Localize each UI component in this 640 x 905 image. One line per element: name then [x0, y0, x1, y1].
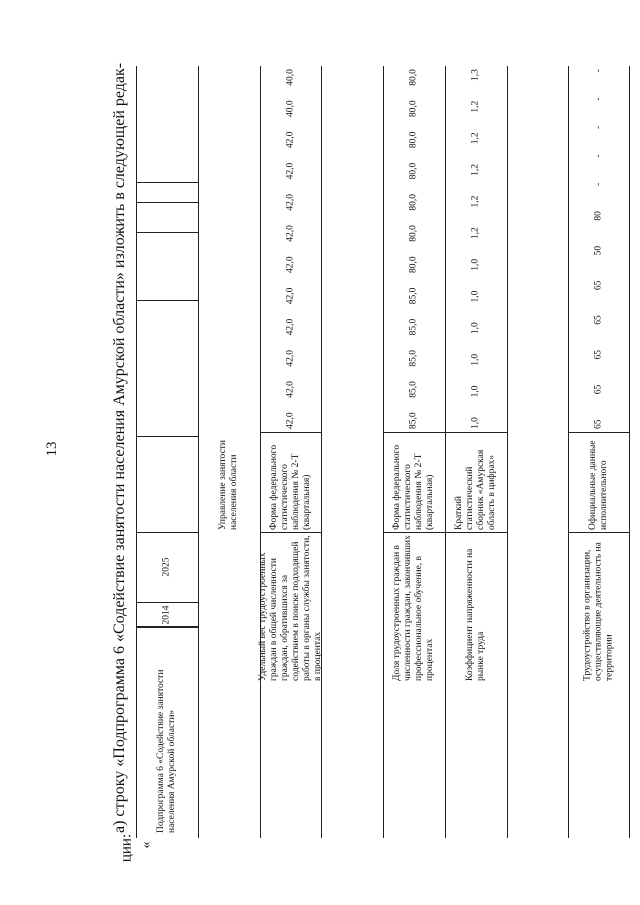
value: 42,0 [285, 412, 296, 429]
value: 80,0 [408, 69, 419, 86]
value: 1,2 [470, 164, 481, 176]
value: 42,0 [285, 287, 296, 305]
quote-mark-wrap [140, 838, 154, 852]
value: 65 [593, 315, 604, 325]
page-number: 13 [44, 441, 60, 457]
cell-empty [137, 66, 198, 183]
value: - [593, 97, 604, 101]
value: 42,0 [285, 318, 296, 336]
value: 42,0 [285, 131, 296, 149]
indicator-3-name [446, 532, 507, 683]
indicator-2-source [384, 432, 445, 533]
value: 1,2 [470, 100, 481, 113]
indicator-4-source [569, 432, 629, 533]
indicator-2-source-text: Форма федерального статистического наблюдения № 2-Т (квартальная) [392, 444, 436, 530]
indicator-4-values-line [594, 69, 605, 429]
value: 1,0 [470, 417, 481, 429]
value: 1,0 [470, 322, 481, 335]
value: 65 [593, 384, 604, 395]
value: 1,2 [470, 195, 481, 208]
value: 1,0 [470, 385, 481, 398]
value: 80,0 [408, 225, 419, 242]
cell-empty [137, 300, 198, 437]
value: 42,0 [285, 162, 296, 180]
value: 1,0 [470, 290, 481, 303]
table-row-indicator-2 [383, 66, 445, 838]
indicator-3-source [446, 432, 507, 533]
value: - [593, 182, 604, 186]
indicator-1-name-text: Удельный вес трудоустроенных граждан в общей численности граждан, обратившихся за содействием в поиске подходящей работы в органы службы занятости, в процентах [257, 535, 323, 681]
value: 42,0 [285, 256, 296, 273]
indicator-1-name [257, 532, 323, 683]
cell-program-name [137, 626, 198, 839]
indicator-1-values [261, 66, 322, 432]
indicator-2-name [384, 532, 445, 683]
indicator-1-values-line [285, 69, 296, 429]
year-end-label: 2025 [161, 557, 172, 577]
table-row-indicator-4 [568, 66, 630, 838]
table-column-spacer [321, 66, 383, 838]
value: 40,0 [285, 69, 296, 86]
table-row-indicator-3 [445, 66, 507, 838]
heading-wrapper [111, 0, 129, 905]
value: 1,2 [470, 227, 481, 240]
value: 42,0 [285, 193, 296, 211]
value: 1,3 [470, 69, 481, 81]
value: 1,2 [470, 132, 481, 145]
cell-empty [137, 436, 198, 533]
value: 1,0 [470, 353, 481, 366]
cell-year-start [137, 602, 198, 628]
indicator-2-values [384, 66, 445, 432]
program-table [136, 66, 630, 838]
value: 80,0 [408, 193, 419, 211]
cell-empty [137, 202, 198, 233]
indicator-4-name-text: Трудоустройство в организации, осуществляющие деятельность на территории [582, 542, 615, 681]
indicator-3-values-line [471, 69, 482, 429]
indicator-3-values [446, 66, 507, 432]
value: 85,0 [408, 381, 419, 398]
value: 65 [593, 280, 604, 291]
indicator-2-name-text: Доля трудоустроенных граждан в численности граждан, закончивших профессиональное обучение, в процентах [392, 535, 436, 681]
value: 85,0 [408, 412, 419, 429]
value: 85,0 [408, 349, 419, 367]
executor-name: Управление занятости населения области [218, 440, 240, 530]
quote-mark: « [139, 841, 154, 849]
cell-year-end [137, 532, 198, 602]
value: 1,0 [470, 258, 481, 271]
value: 42,0 [285, 349, 296, 367]
value: 80,0 [408, 162, 419, 180]
cell-empty [137, 182, 198, 203]
year-start-label: 2014 [161, 605, 172, 625]
program-name: Подпрограмма 6 «Содействие занятости населения Амурской области» [156, 669, 178, 833]
value: 85,0 [408, 287, 419, 305]
value: - [593, 69, 604, 73]
indicator-1-source-text: Форма федерального статистического наблюдения № 2-Т (квартальная) [268, 444, 312, 530]
value: 42,0 [285, 225, 296, 242]
value: 50 [593, 245, 604, 256]
table-column-spacer [507, 66, 569, 838]
indicator-4-name [569, 532, 629, 683]
indicator-3-name-text: Коэффициент напряженности на рынке труда [465, 548, 487, 681]
indicator-3-source-text: Краткий статистический сборник «Амурская область в цифрах» [454, 449, 498, 530]
indicator-1-source [261, 432, 322, 533]
table-row-indicator-1 [257, 66, 323, 838]
indicator-4-values [569, 66, 629, 432]
value: 80 [593, 211, 604, 221]
value: 65 [593, 419, 604, 429]
cell-empty [137, 232, 198, 301]
value: - [593, 154, 604, 158]
indicator-2-values-line [409, 69, 420, 429]
amendment-heading: а) строку «Подпрограмма 6 «Содействие занятости населения Амурской области» изложить в следующей редак- [111, 62, 128, 833]
value: 40,0 [285, 100, 296, 117]
table-row-executor [198, 66, 260, 838]
value: - [593, 125, 604, 130]
table-row-program-header [136, 66, 198, 838]
cell-executor [199, 436, 260, 532]
heading-continuation: ции: [118, 833, 135, 863]
value: 80,0 [408, 256, 419, 273]
value: 65 [593, 350, 604, 360]
indicator-4-source-text: Официальные данные исполнительного [588, 440, 610, 530]
value: 80,0 [408, 100, 419, 117]
heading-continuation-wrap [118, 818, 136, 878]
value: 42,0 [285, 381, 296, 398]
value: 80,0 [408, 131, 419, 149]
value: 85,0 [408, 318, 419, 336]
